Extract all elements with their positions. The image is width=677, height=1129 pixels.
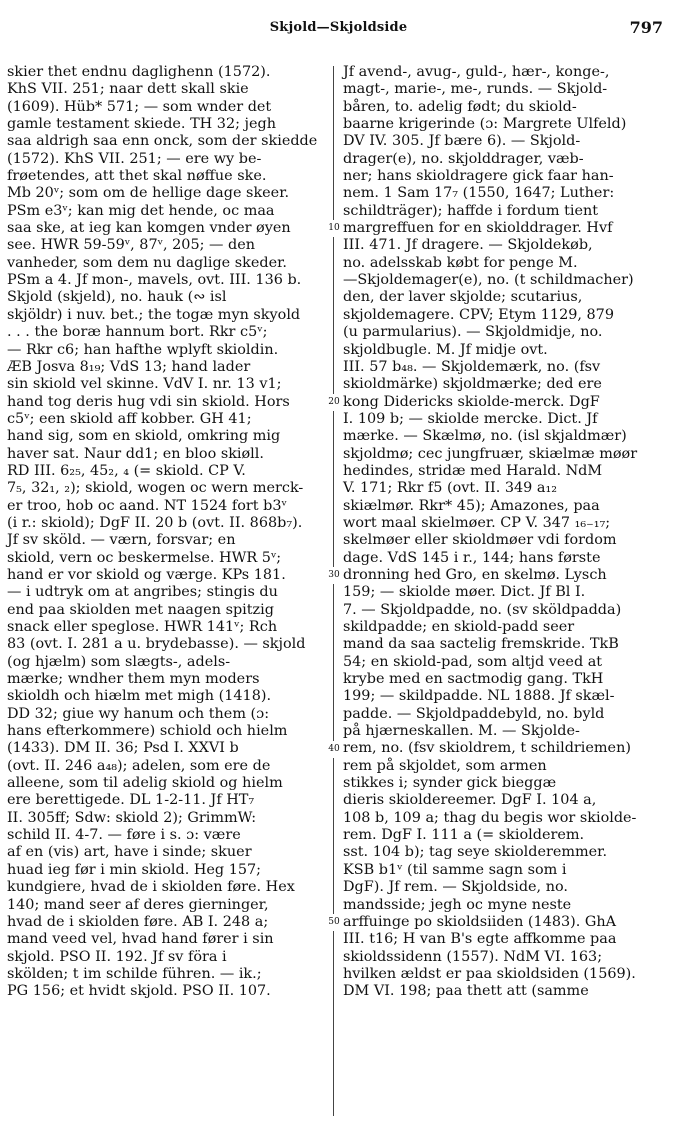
page-header: [0, 18, 677, 42]
text-line: V. 171; Rkr f5 (ovt. II. 349 a₁₂: [343, 480, 557, 497]
text-line: III. t16; H van B's egte affkomme paa: [343, 931, 617, 948]
text-line: vanheder, som dem nu daglige skeder.: [7, 254, 287, 271]
text-line: er troo, hob oc aand. NT 1524 fort b3ᵛ: [7, 497, 287, 514]
text-line: mandsside; jegh oc myne neste: [343, 896, 572, 913]
line-number: 10: [326, 220, 342, 237]
text-line: no. adelsskab købt for penge M.: [343, 254, 578, 271]
text-line: PG 156; et hvidt skjold. PSO II. 107.: [7, 983, 271, 1000]
text-line: (u parmularius). — Skjoldmidje, no.: [343, 324, 603, 341]
text-line: sst. 104 b); tag seye skiolderemmer.: [343, 844, 608, 861]
text-line: (i r.: skiold); DgF II. 20 b (ovt. II. 868b₇).: [7, 514, 303, 531]
text-line: skjoldmø; cec jungfruær, skiælmæ møør: [343, 445, 638, 462]
text-line: skildpadde; en skiold-padd seer: [343, 619, 575, 635]
text-line: margreffuen for en skiolddrager. Hvf: [343, 220, 613, 237]
text-line: hvilken ældst er paa skioldsiden (1569).: [343, 965, 636, 982]
text-line: hvad de i skiolden føre. AB I. 248 a;: [7, 913, 269, 930]
line-number: 20: [326, 394, 342, 411]
text-line: RD III. 6₂₅, 45₂, ₄ (= skiold. CP V.: [7, 462, 246, 479]
text-line: hans efterkommere) schiold och hielm: [7, 723, 288, 740]
text-line: dieris skioldereemer. DgF I. 104 a,: [343, 792, 597, 809]
text-line: skiold, vern oc beskermelse. HWR 5ᵛ;: [7, 549, 282, 566]
text-line: PSm a 4. Jf mon-, mavels, ovt. III. 136 b.: [7, 272, 302, 289]
text-line: end paa skiolden met naagen spitzig: [7, 601, 274, 618]
text-line: haver sat. Naur dd1; en bloo skiøll.: [7, 445, 264, 462]
text-line: 199; — skildpadde. NL 1888. Jf skæl-: [343, 688, 615, 705]
text-line: kundgiere, hvad de i skiolden føre. Hex: [7, 879, 295, 896]
text-line: snack eller speglose. HWR 141ᵛ; Rch: [7, 619, 278, 635]
text-line: — Rkr c6; han hafthe wplyft skioldin.: [7, 341, 279, 358]
text-line: — i udtryk om at angribes; stingis du: [7, 584, 278, 601]
text-line: III. 57 b₄₈. — Skjoldemærk, no. (fsv: [343, 358, 601, 375]
text-line: 54; en skiold-pad, som altjd veed at: [343, 653, 603, 670]
text-line: dage. VdS 145 i r., 144; hans første: [343, 549, 601, 566]
running-title: Skjold—Skjoldside: [269, 20, 408, 35]
text-line: DV IV. 305. Jf bære 6). — Skjold-: [343, 133, 581, 150]
text-line: ner; hans skioldragere gick faar han-: [343, 168, 614, 185]
text-line: —Skjoldemager(e), no. (t schildmacher): [343, 272, 634, 289]
line-number: 40: [326, 741, 342, 758]
text-line: II. 305ff; Sdw: skiold 2); GrimmW:: [7, 809, 257, 826]
text-line: 7. — Skjoldpadde, no. (sv sköldpadda): [343, 601, 622, 618]
text-line: drager(e), no. skjolddrager, væb-: [343, 150, 584, 167]
text-line: (ovt. II. 246 a₄₈); adelen, som ere de: [7, 757, 271, 774]
text-line: hand tog deris hug vdi sin skiold. Hors: [7, 393, 290, 410]
text-line: PSm e3ᵛ; kan mig det hende, oc maa: [7, 202, 275, 219]
page-number: 797: [629, 18, 663, 37]
text-line: baarne krigerinde (ɔ: Margrete Ulfeld): [343, 116, 627, 133]
text-line: (1572). KhS VII. 251; — ere wy be-: [7, 150, 262, 167]
text-line: III. 471. Jf dragere. — Skjoldekøb,: [343, 237, 593, 254]
text-line: skjoldemagere. CPV; Etym 1129, 879: [343, 306, 614, 323]
text-line: gamle testament skiede. TH 32; jegh: [7, 116, 276, 133]
text-line: frøetendes, att thet skal nøffue ske.: [7, 168, 267, 185]
text-line: 140; mand seer af deres gierninger,: [7, 896, 269, 913]
text-line: alleene, som til adelig skiold og hielm: [7, 775, 283, 792]
text-line: saa aldrigh saa enn onck, som der skiedde: [7, 133, 318, 150]
text-line: nem. 1 Sam 17₇ (1550, 1647; Luther:: [343, 185, 615, 202]
text-line: af en (vis) art, have i sinde; skuer: [7, 844, 252, 861]
text-line: krybe med en sactmodig gang. TkH: [343, 671, 604, 688]
text-line: rem, no. (fsv skioldrem, t schildriemen): [343, 740, 631, 757]
text-line: mand da saa sactelig fremskride. TkB: [343, 636, 619, 653]
text-line: mærke; wndher them myn moders: [7, 671, 260, 688]
text-line: rem på skjoldet, som armen: [343, 757, 547, 774]
text-line: på hjærneskallen. M. — Skjolde-: [343, 723, 580, 740]
text-line: skölden; t im schilde führen. — ik.;: [7, 965, 262, 982]
text-line: mand veed vel, hvad hand fører i sin: [7, 931, 274, 948]
text-line: arffuinge po skioldsiiden (1483). GhA: [343, 913, 617, 930]
text-line: skjoldbugle. M. Jf midje ovt.: [343, 341, 548, 358]
text-line: hand er vor skiold og værge. KPs 181.: [7, 566, 286, 583]
text-line: skjold. PSO II. 192. Jf sv föra i: [7, 948, 227, 965]
text-line: magt-, marie-, me-, runds. — Skjold-: [343, 81, 608, 98]
text-line: c5ᵛ; een skiold aff kobber. GH 41;: [7, 410, 252, 427]
text-line: hand sig, som en skiold, omkring mig: [7, 428, 281, 445]
text-line: DgF). Jf rem. — Skjoldside, no.: [343, 879, 568, 896]
text-line: padde. — Skjoldpaddebyld, no. byld: [343, 705, 605, 722]
text-line: Mb 20ᵛ; som om de hellige dage skeer.: [7, 185, 290, 202]
line-number: 30: [326, 567, 342, 584]
text-line: (og hjælm) som slægts-, adels-: [7, 653, 231, 670]
text-line: stikkes i; synder gick bieggæ: [343, 775, 557, 792]
text-line: (1609). Hüb* 571; — som wnder det: [7, 98, 272, 115]
text-line: skioldssidenn (1557). NdM VI. 163;: [343, 948, 603, 965]
text-line: sin skiold vel skinne. VdV I. nr. 13 v1;: [7, 376, 282, 393]
text-line: schild II. 4-7. — føre i s. ɔ: være: [7, 827, 241, 844]
text-line: den, der laver skjolde; scutarius,: [343, 289, 583, 306]
text-line: skelmøer eller skioldmøer vdi fordom: [343, 532, 617, 549]
text-line: KSB b1ᵛ (til samme sagn som i: [343, 861, 567, 878]
text-line: KhS VII. 251; naar dett skall skie: [7, 81, 249, 98]
text-line: Jf sv sköld. — værn, forsvar; en: [7, 532, 236, 549]
text-line: hedindes, stridæ med Harald. NdM: [343, 462, 603, 479]
text-line: skier thet endnu daglighenn (1572).: [7, 64, 271, 80]
text-line: (1433). DM II. 36; Psd I. XXVI b: [7, 740, 239, 757]
text-line: Jf avend-, avug-, guld-, hær-, konge-,: [343, 64, 610, 80]
text-line: Skjold (skjeld), no. hauk (∾ isl: [7, 289, 227, 306]
text-line: huad ieg før i min skiold. Heg 157;: [7, 861, 262, 878]
text-line: ere berettigede. DL 1-2-11. Jf HT₇: [7, 792, 255, 809]
text-line: 159; — skiolde møer. Dict. Jf Bl I.: [343, 584, 586, 601]
text-line: rem. DgF I. 111 a (= skiolderem.: [343, 827, 585, 844]
text-line: schildträger); haffde i fordum tient: [343, 202, 599, 219]
text-line: 83 (ovt. I. 281 a u. brydebasse). — skjold: [7, 636, 306, 653]
text-line: DM VI. 198; paa thett att (samme: [343, 983, 589, 1000]
text-line: dronning hed Gro, en skelmø. Lysch: [343, 566, 607, 583]
text-line: skioldmärke) skjoldmærke; ded ere: [343, 376, 602, 393]
left-column: [7, 64, 325, 1001]
text-line: see. HWR 59-59ᵛ, 87ᵛ, 205; — den: [7, 237, 255, 254]
text-line: skiælmør. Rkr* 45); Amazones, paa: [343, 497, 600, 514]
text-line: . . . the boræ hannum bort. Rkr c5ᵛ;: [7, 324, 268, 341]
right-column: [343, 64, 661, 1001]
line-number: 50: [326, 914, 342, 931]
text-line: kong Didericks skiolde-merck. DgF: [343, 393, 600, 410]
text-line: 108 b, 109 a; thag du begis wor skiolde-: [343, 809, 637, 826]
text-line: ÆB Josva 8₁₉; VdS 13; hand lader: [7, 358, 251, 375]
text-line: mærke. — Skælmø, no. (isl skjaldmær): [343, 428, 627, 445]
text-line: wort maal skielmøer. CP V. 347 ₁₆₋₁₇;: [343, 514, 611, 531]
text-line: båren, to. adelig født; du skiold-: [343, 98, 577, 115]
text-line: 7₅, 32₁, ₂); skiold, wogen oc wern merck-: [7, 480, 304, 497]
text-line: skjöldr) i nuv. bet.; the togæ myn skyold: [7, 306, 301, 323]
text-line: skioldh och hiælm met migh (1418).: [7, 688, 272, 705]
text-line: I. 109 b; — skiolde mercke. Dict. Jf: [343, 410, 598, 427]
text-line: DD 32; giue wy hanum och them (ɔ:: [7, 705, 270, 722]
text-line: saa ske, at ieg kan komgen vnder øyen: [7, 220, 291, 237]
